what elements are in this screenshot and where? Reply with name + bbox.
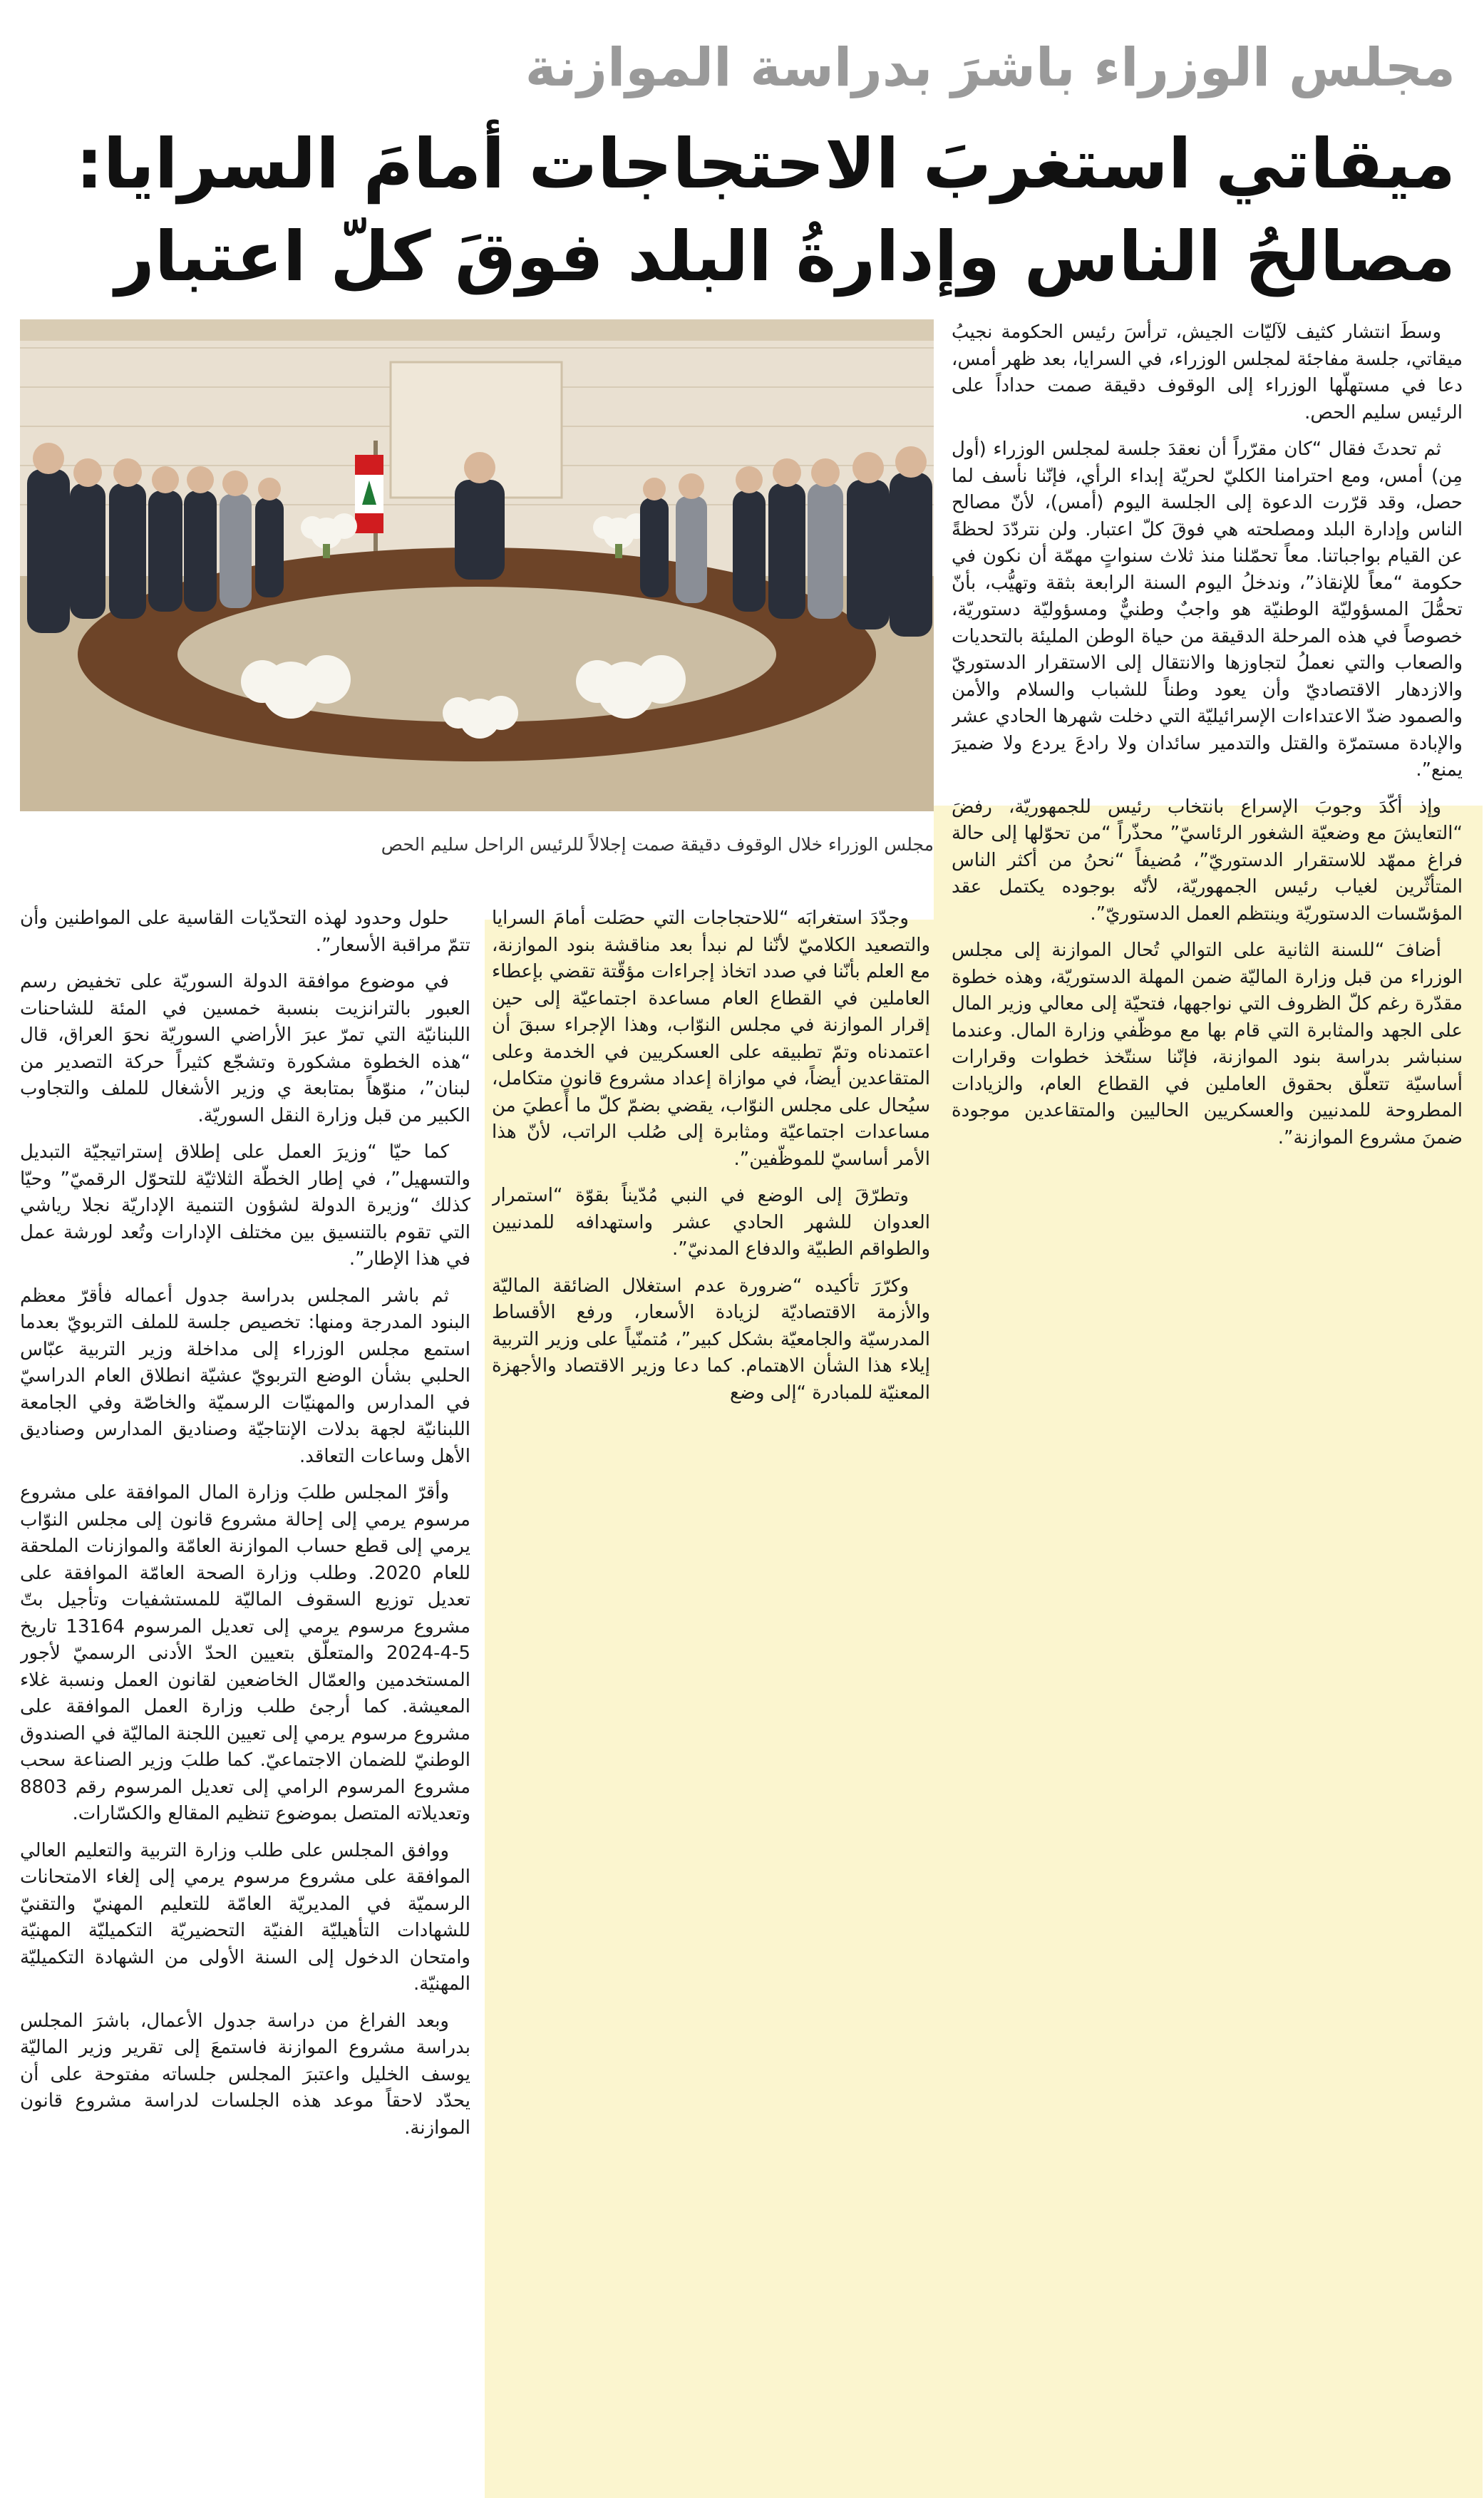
paragraph: ووافق المجلس على طلب وزارة التربية والتعليم العالي الموافقة على مشروع مرسوم يرمي إلى إلغاء الامتحانات الرسميّة في المديريّة العامّة للتعليم المهنيّ والتقنيّ للشهادات التأهيليّة الفنيّة التحضيريّة التكميليّة المهنيّة وامتحان الدخول إلى السنة الأولى من الشهادة التكميليّة المهنيّة. bbox=[20, 1839, 470, 1995]
paragraph: أضافَ “للسنة الثانية على التوالي تُحال الموازنة إلى مجلس الوزراء من قبل وزارة الماليّة ضمن المهلة الدستوريّة، وهذه خطوة مقدّرة رغم كلّ الظروف التي نواجهها، فتحيّة إلى معالي وزير المال على الجهد والمثابرة التي قام بها مع موظّفي وزارة المال. وعندما سنباشر بدراسة بنود الموازنة، فإنّنا سنتّخذ خطوات وقرارات أساسيّة تتعلّق بحقوق العاملين في القطاع العام، والزيادات المطروحة للمدنيين والعسكريين الحاليين والمتقاعدين موجودة ضمنَ مشروع الموازنة”. bbox=[952, 940, 1463, 1148]
paragraph: وبعد الفراغ من دراسة جدول الأعمال، باشرَ المجلس بدراسة مشروع الموازنة فاستمعَ إلى تقرير وزير الماليّة يوسف الخليل واعتبرَ المجلس جلساته مفتوحة على أن يحدّد لاحقاً موعد هذه الجلسات لدراسة مشروع قانون الموازنة. bbox=[20, 2010, 470, 2139]
paragraph: ثم باشر المجلس بدراسة جدول أعماله فأقرّ معظم البنود المدرجة ومنها: تخصيص جلسة للملف التربويّ بعدما استمع مجلس الوزراء إلى مداخلة وزير التربية عبّاس الحلبي بشأن الوضع التربويّ عشيّة انطلاق العام الدراسيّ في المدارس والمهنيّات الرسميّة والخاصّة وفي الجامعة اللبنانيّة لجهة بدلات الإنتاجيّة وصناديق المدارس وصناديق الأهل وساعات التعاقد. bbox=[20, 1285, 470, 1467]
paragraph: وجدّدَ استغرابَه “للاحتجاجات التي حصَلت أمامَ السرايا والتصعيد الكلاميّ لأنّنا لم نبدأ بعد مناقشة بنود الموازنة، مع العلم بأنّنا في صدد اتخاذ إجراءات مؤقّتة تقضي بإعطاء العاملين في القطاع العام مساعدة اجتماعيّة إلى حين إقرار الموازنة في مجلس النوّاب، وهذا الإجراء سبقَ أن اعتمدناه وتمّ تطبيقه على العسكريين في الخدمة وعلى المتقاعدين أيضاً، في موازاة إعداد مشروع قانونٍ متكامل، سيُحال على مجلس النوّاب، يقضي بضمّ كلّ ما أعطيَ من مساعدات اجتماعيّة ومثابرة إلى صُلب الراتب، لأنّ هذا الأمر أساسيّ للموظّفين”. bbox=[492, 908, 930, 1170]
paragraph: ثم تحدثَ فقال “كان مقرّراً أن نعقدَ جلسة لمجلس الوزراء (أول مِن) أمس، ومع احترامنا الكليّ لحريّة إبداء الرأي، فإنّنا نأسف لما حصل، وقد قرّرت الدعوة إلى الجلسة اليوم (أمس)، لأنّ مصالح الناس وإدارة البلد ومصلحته هي فوقَ كلّ اعتبار. ولن نتردّدَ لحظةً عن القيام بواجباتنا. معاً تحمّلنا منذ ثلاث سنواتٍ مهمّة أن نكون في حكومة “معاً للإنقاذ”، وندخلُ اليوم السنة الرابعة بثقة وتهيُّب، بأنّ تحمُّلَ المسؤوليّة الوطنيّة هو واجبٌ وطنيٌّ ومسؤوليّة دستوريّة، خصوصاً في هذه المرحلة الدقيقة من حياة الوطن المليئة بالتحديات والصعاب والتي نعملُ لتجاوزها والانتقال إلى الاستقرار الدستوريّ والازدهار الاقتصاديّ وأن يعود وطناً للشباب والسلام والأمن والصمود ضدّ الاعتداءات الإسرائيليّة التي دخلت شهرها الحادي عشر والإبادة مستمرّة والقتل والتدمير سائدان ولا رادعَ يردع ولا ضميرَ يمنع”. bbox=[952, 438, 1463, 781]
paragraph: وكرّرَ تأكيده “ضرورة عدم استغلال الضائقة الماليّة والأزمة الاقتصاديّة لزيادة الأسعار، ورفع الأقساط المدرسيّة والجامعيّة بشكل كبير”، مُتمنّياً على وزير التربية إيلاء هذا الشأن الاهتمام. كما دعا وزير الاقتصاد والأجهزة المعنيّة للمبادرة “إلى وضع bbox=[492, 1275, 930, 1404]
column-left bbox=[20, 905, 470, 2481]
paragraph: في موضوع موافقة الدولة السوريّة على تخفيض رسم العبور بالترانزيت بنسبة خمسين في المئة للشاحنات اللبنانيّة التي تمرّ عبرَ الأراضي السوريّة نحوَ العراق، قال “هذه الخطوة مشكورة وتشجّع كثيراً حركة التصدير من لبنان”، منوّهاً بمتابعة ي وزير الأشغال للملف والتجاوب الكبير من قبل وزارة النقل السوريّة. bbox=[20, 971, 470, 1126]
column-right bbox=[952, 319, 1463, 1781]
paragraph: وأقرّ المجلس طلبَ وزارة المال الموافقة على مشروع مرسوم يرمي إلى إحالة مشروع قانون إلى مجلس النوّاب يرمي إلى قطع حساب الموازنة العامّة والموازنات الملحقة للعام 2020. وطلب وزارة الصحة العامّة الموافقة على تعديل توزيع السقوف الماليّة للمستشفيات وتأجيل بتّ مشروع مرسوم يرمي إلى تعديل المرسوم 13164 تاريخ 5-4-2024 والمتعلّق بتعيين الحدّ الأدنى الرسميّ لأجور المستخدمين والعمّال الخاضعين لقانون العمل ونسبة غلاء المعيشة. كما أرجئ طلب وزارة العمل الموافقة على مشروع مرسوم يرمي إلى تعيين اللجنة الماليّة في الصندوق الوطنيّ للضمان الاجتماعيّ. كما طلبَ وزير الصناعة سحب مشروع المرسوم الرامي إلى تعديل المرسوم رقم 8803 وتعديلاته المتصل بموضوع تنظيم المقالع والكسّارات. bbox=[20, 1482, 470, 1824]
paragraph: وإذ أكّدَ وجوبَ الإسراع بانتخاب رئيس للجمهوريّة، رفضَ “التعايشَ مع وضعيّة الشغور الرئاسيّ” محذّراً “من تحوّلها إلى حالة فراغ ممهّد للاستقرار الدستوريّ”، مُضيفاً “نحنُ من أكثر الناس المتأثّرين لغياب رئيس الجمهوريّة، لأنّه بوجوده يكتمل عقد المؤسّسات الدستوريّة وينتظم العمل الدستوريّ”. bbox=[952, 796, 1463, 925]
article-headline-line2: مصالحُ الناس وإدارةُ البلد فوقَ كلّ اعتبار bbox=[115, 217, 1455, 297]
column-middle bbox=[492, 905, 930, 1533]
photo-caption: مجلس الوزراء خلال الوقوف دقيقة صمت إجلالاً للرئيس الراحل سليم الحص bbox=[381, 834, 934, 855]
cabinet-meeting-photo bbox=[20, 319, 934, 811]
paragraph: وتطرّقَ إلى الوضع في النبي مُدّيناً بقوّة “استمرار العدوان للشهر الحادي عشر واستهدافه للمدنيين والطواقم الطبيّة والدفاع المدنيّ”. bbox=[492, 1185, 930, 1260]
article-headline-line1: ميقاتي استغربَ الاحتجاجات أمامَ السرايا: bbox=[76, 124, 1455, 204]
paragraph: كما حيّا “وزيرَ العمل على إطلاق إستراتيجيّة التبديل والتسهيل”، في إطار الخطّة الثلاثيّة للتحوّل الرقميّ” وحيّا كذلك “وزيرة الدولة لشؤون التنمية الإداريّة نجلا رياشي التي تقوم بالتنسيق بين مختلف الإدارات وتُعد لورشة عمل في هذا الإطار”. bbox=[20, 1141, 470, 1270]
paragraph: وسطَ انتشار كثيف لآليّات الجيش، ترأسَ رئيس الحكومة نجيبُ ميقاتي، جلسة مفاجئة لمجلس الوزراء، في السرايا، بعد ظهر أمس، دعا في مستهلّها الوزراء إلى الوقوف دقيقة صمت حداداً على الرئيس سليم الحص. bbox=[952, 322, 1463, 423]
article-supertitle: مجلس الوزراء باشرَ بدراسة الموازنة bbox=[525, 37, 1455, 98]
paragraph: حلول وحدود لهذه التحدّيات القاسية على المواطنين وأن تتمّ مراقبة الأسعار”. bbox=[20, 908, 470, 956]
